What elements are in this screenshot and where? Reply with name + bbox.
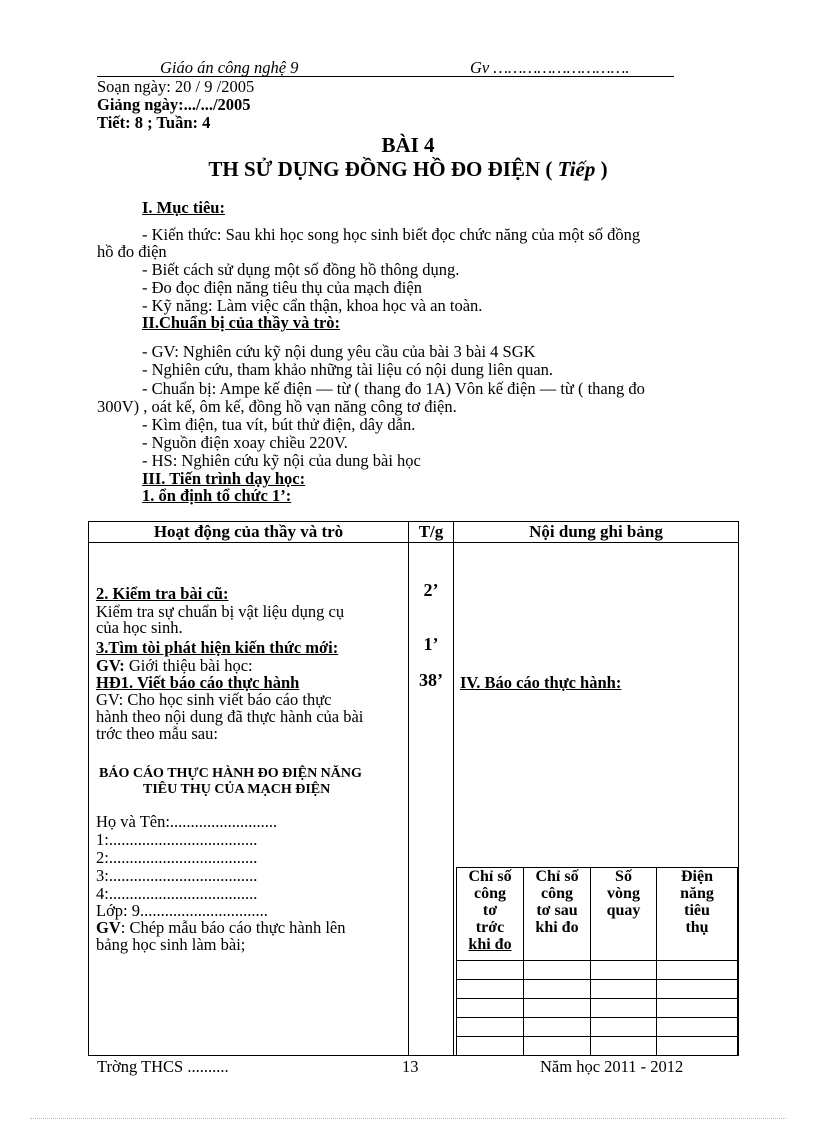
report-row	[457, 1018, 738, 1037]
objective-line: - Kỹ năng: Làm việc cẩn thận, khoa học và an toàn.	[142, 296, 483, 315]
report-col-turns	[591, 868, 657, 961]
preparation-line: - HS: Nghiên cứu kỹ nội của dung bài học	[142, 451, 421, 470]
footer-school-year: Năm học 2011 - 2012	[540, 1057, 684, 1076]
preparation-line: - Nguồn điện xoay chiều 220V.	[142, 433, 348, 452]
report-col-energy-text: năng	[680, 885, 714, 902]
objective-line: - Biết cách sử dụng một số đồng hồ thông dụng.	[142, 260, 460, 279]
compose-date: Soạn ngày: 20 / 9 /2005	[97, 77, 255, 96]
report-col-after-text: tơ sau	[536, 902, 578, 919]
discover-time: 1’	[423, 634, 439, 654]
gv-intro-text: Giới thiệu bài học:	[124, 656, 253, 675]
activity-cell	[89, 543, 409, 1056]
objective-line: hồ đo điện	[97, 242, 167, 261]
report-col-turns-text: vòng	[607, 885, 640, 902]
process-heading: III. Tiến trình dạy học:	[142, 469, 306, 488]
gv-intro	[96, 657, 253, 674]
form-line: 1:....................................	[96, 830, 258, 849]
report-col-after-text: khi đo	[535, 919, 579, 936]
preparation-line: - Kìm điện, tua vít, bút thử điện, dây dẫn.	[142, 415, 416, 434]
check-line: Kiểm tra sự chuẩn bị vật liệu dụng cụ	[96, 602, 345, 621]
report-table	[456, 867, 738, 1056]
lesson-title	[0, 157, 816, 182]
form-line: 3:....................................	[96, 866, 258, 885]
report-col-before-text: khi đo	[468, 936, 512, 953]
report-col-turns-text: Số	[615, 868, 632, 885]
page-bottom-divider	[30, 1118, 786, 1119]
hd1-line: hành theo nội dung đã thực hành của bài	[96, 707, 364, 726]
form-line: Họ và Tên:..........................	[96, 812, 278, 831]
form-line: 4:....................................	[96, 884, 258, 903]
report-col-energy	[657, 868, 738, 961]
report-col-before	[457, 868, 524, 961]
form-line: 2:....................................	[96, 848, 258, 867]
footer-page-number: 13	[402, 1057, 419, 1076]
report-col-energy-text: Điện	[681, 868, 713, 885]
report-col-before-text: Chỉ số	[468, 868, 512, 885]
form-line: Lớp: 9...............................	[96, 901, 268, 920]
check-heading: 2. Kiểm tra bài cũ:	[96, 584, 229, 603]
preparation-heading: II.Chuẩn bị của thầy và trò:	[142, 313, 341, 332]
content-heading: IV. Báo cáo thực hành:	[460, 673, 622, 692]
report-row	[457, 980, 738, 999]
report-col-after	[524, 868, 591, 961]
preparation-line: - Chuẩn bị: Ampe kế điện — từ ( thang đo 1A) Vôn kế điện — từ ( thang đo	[142, 379, 645, 398]
report-col-before-text: tơ	[482, 902, 498, 919]
lesson-title-italic: Tiếp	[557, 157, 596, 181]
gv2-line: bảng học sinh làm bài;	[96, 935, 246, 954]
report-row	[457, 1037, 738, 1056]
gv2-text: : Chép mẫu báo cáo thực hành lên	[120, 918, 346, 937]
report-row	[457, 961, 738, 980]
report-col-before-text: công	[474, 885, 506, 902]
report-title-line2: TIÊU THỤ CỦA MẠCH ĐIỆN	[143, 782, 331, 797]
time-cell	[409, 543, 454, 1056]
header-subject: Giáo án công nghệ 9	[160, 58, 299, 77]
report-col-after-text: công	[541, 885, 573, 902]
footer-school: Trờng THCS ..........	[97, 1057, 229, 1076]
lesson-title-main: TH SỬ DỤNG ĐỒNG HỒ ĐO ĐIỆN (	[208, 157, 558, 181]
lesson-title-end: )	[595, 157, 608, 181]
report-col-energy-text: thụ	[685, 919, 709, 936]
header-teacher: Gv ……………………….	[470, 58, 630, 77]
report-col-turns-text: quay	[606, 902, 641, 919]
hd1-heading: HĐ1. Viết báo cáo thực hành	[96, 673, 300, 692]
report-col-before-text: trớc	[475, 919, 505, 936]
check-time: 2’	[423, 580, 439, 600]
report-title-line1: BÁO CÁO THỰC HÀNH ĐO ĐIỆN NĂNG	[99, 766, 362, 781]
gv-label: GV:	[96, 656, 125, 675]
hd1-line: trớc theo mẫu sau:	[96, 724, 218, 743]
objectives-heading: I. Mục tiêu:	[142, 198, 225, 217]
report-col-after-text: Chỉ số	[535, 868, 579, 885]
period-week: Tiết: 8 ; Tuần: 4	[97, 113, 211, 132]
check-line: của học sinh.	[96, 618, 183, 637]
hd1-time: 38’	[419, 670, 443, 690]
col-header-time: T/g	[409, 522, 454, 543]
col-header-activity: Hoạt động của thầy và trò	[89, 522, 409, 543]
preparation-line: - Nghiên cứu, tham khảo những tài liệu có nội dung liên quan.	[142, 360, 554, 379]
preparation-line: - GV: Nghiên cứu kỹ nội dung yêu cầu của bài 3 bài 4 SGK	[142, 342, 536, 361]
hd1-line: GV: Cho học sinh viết báo cáo thực	[96, 690, 332, 709]
teach-date: Giảng ngày:.../.../2005	[97, 95, 251, 114]
objective-line: - Đo đọc điện năng tiêu thụ của mạch điện	[142, 278, 422, 297]
preparation-line: 300V) , oát kế, ôm kế, đồng hồ vạn năng công tơ điện.	[97, 397, 457, 416]
report-col-energy-text: tiêu	[684, 902, 710, 919]
gv2-line	[96, 919, 346, 936]
lesson-number: BÀI 4	[381, 133, 435, 157]
col-header-content: Nội dung ghi bảng	[454, 522, 739, 543]
gv2-label: GV	[96, 918, 121, 937]
objective-line: - Kiến thức: Sau khi học song học sinh biết đọc chức năng của một số đồng	[142, 225, 641, 244]
discover-heading: 3.Tìm tòi phát hiện kiến thức mới:	[96, 638, 339, 657]
report-row	[457, 999, 738, 1018]
process-step1: 1. ổn định tổ chức 1’:	[142, 486, 292, 505]
